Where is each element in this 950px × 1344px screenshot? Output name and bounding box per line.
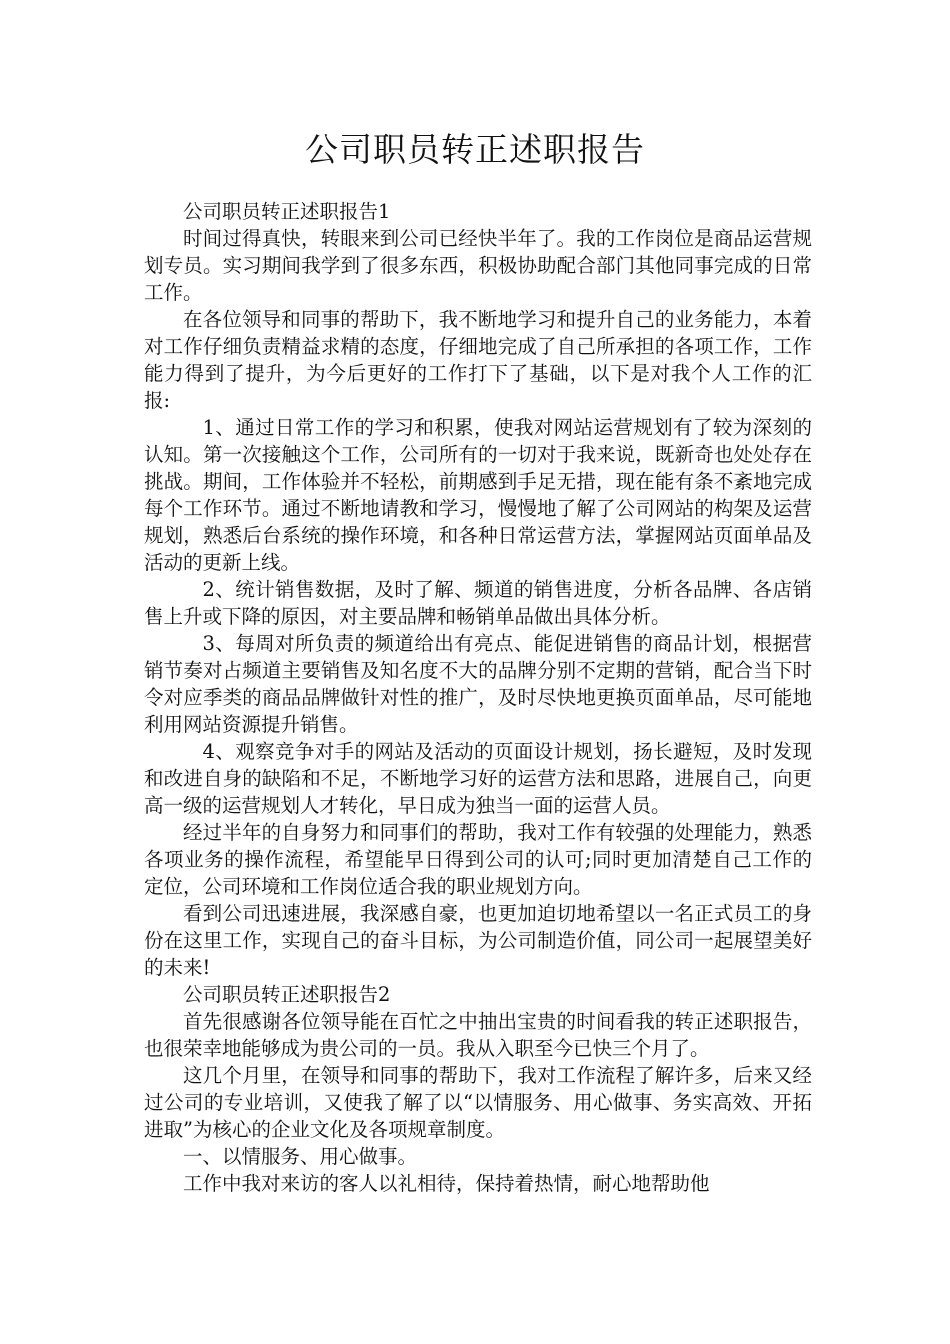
paragraph: 这几个月里，在领导和同事的帮助下，我对工作流程了解许多，后来又经过公司的专业培训，又使我了解了以“以情服务、用心做事、务实高效、开拓进取”为核心的企业文化及各项规章制度。 (144, 1064, 812, 1141)
paragraph: 在各位领导和同事的帮助下，我不断地学习和提升自己的业务能力，本着对工作仔细负责精益求精的态度，仔细地完成了自己所承担的各项工作，工作能力得到了提升，为今后更好的工作打下了基础，以下是对我个人工作的汇报: (144, 308, 812, 412)
paragraph: 看到公司迅速进展，我深感自豪，也更加迫切地希望以一名正式员工的身份在这里工作，实现自己的奋斗目标，为公司制造价值，同公司一起展望美好的未来! (144, 902, 812, 979)
subsection-heading: 一、以情服务、用心做事。 (183, 1145, 418, 1168)
paragraph: 经过半年的自身努力和同事们的帮助，我对工作有较强的处理能力，熟悉各项业务的操作流程，希望能早日得到公司的认可;同时更加清楚自己工作的定位，公司环境和工作岗位适合我的职业规划方向。 (144, 821, 812, 898)
section-heading-2: 公司职员转正述职报告2 (183, 983, 391, 1006)
paragraph: 工作中我对来访的客人以礼相待，保持着热情，耐心地帮助他 (183, 1172, 710, 1195)
list-item: 2、统计销售数据，及时了解、频道的销售进度，分析各品牌、各店销售上升或下降的原因，对主要品牌和畅销单品做出具体分析。 (144, 578, 812, 628)
document-title: 公司职员转正述职报告 (305, 130, 645, 169)
section-heading-1: 公司职员转正述职报告1 (183, 200, 391, 223)
list-item: 1、通过日常工作的学习和积累，使我对网站运营规划有了较为深刻的认知。第一次接触这个工作，公司所有的一切对于我来说，既新奇也处处存在挑战。期间，工作体验并不轻松，前期感到手足无措，现在能有条不紊地完成每个工作环节。通过不断地请教和学习，慢慢地了解了公司网站的构架及运营规划，熟悉后台系统的操作环境，和各种日常运营方法，掌握网站页面单品及活动的更新上线。 (144, 416, 812, 574)
document-body (144, 198, 812, 1197)
paragraph: 首先很感谢各位领导能在百忙之中抽出宝贵的时间看我的转正述职报告，也很荣幸地能够成为贵公司的一员。我从入职至今已快三个月了。 (144, 1010, 812, 1060)
list-item: 4、观察竞争对手的网站及活动的页面设计规划，扬长避短，及时发现和改进自身的缺陷和不足，不断地学习好的运营方法和思路，进展自己，向更高一级的运营规划人才转化，早日成为独当一面的运营人员。 (144, 740, 812, 817)
list-item: 3、每周对所负责的频道给出有亮点、能促进销售的商品计划，根据营销节奏对占频道主要销售及知名度不大的品牌分别不定期的营销，配合当下时令对应季类的商品品牌做针对性的推广，及时尽快地更换页面单品，尽可能地利用网站资源提升销售。 (144, 632, 812, 736)
paragraph: 时间过得真快，转眼来到公司已经快半年了。我的工作岗位是商品运营规划专员。实习期间我学到了很多东西，积极协助配合部门其他同事完成的日常工作。 (144, 227, 812, 304)
